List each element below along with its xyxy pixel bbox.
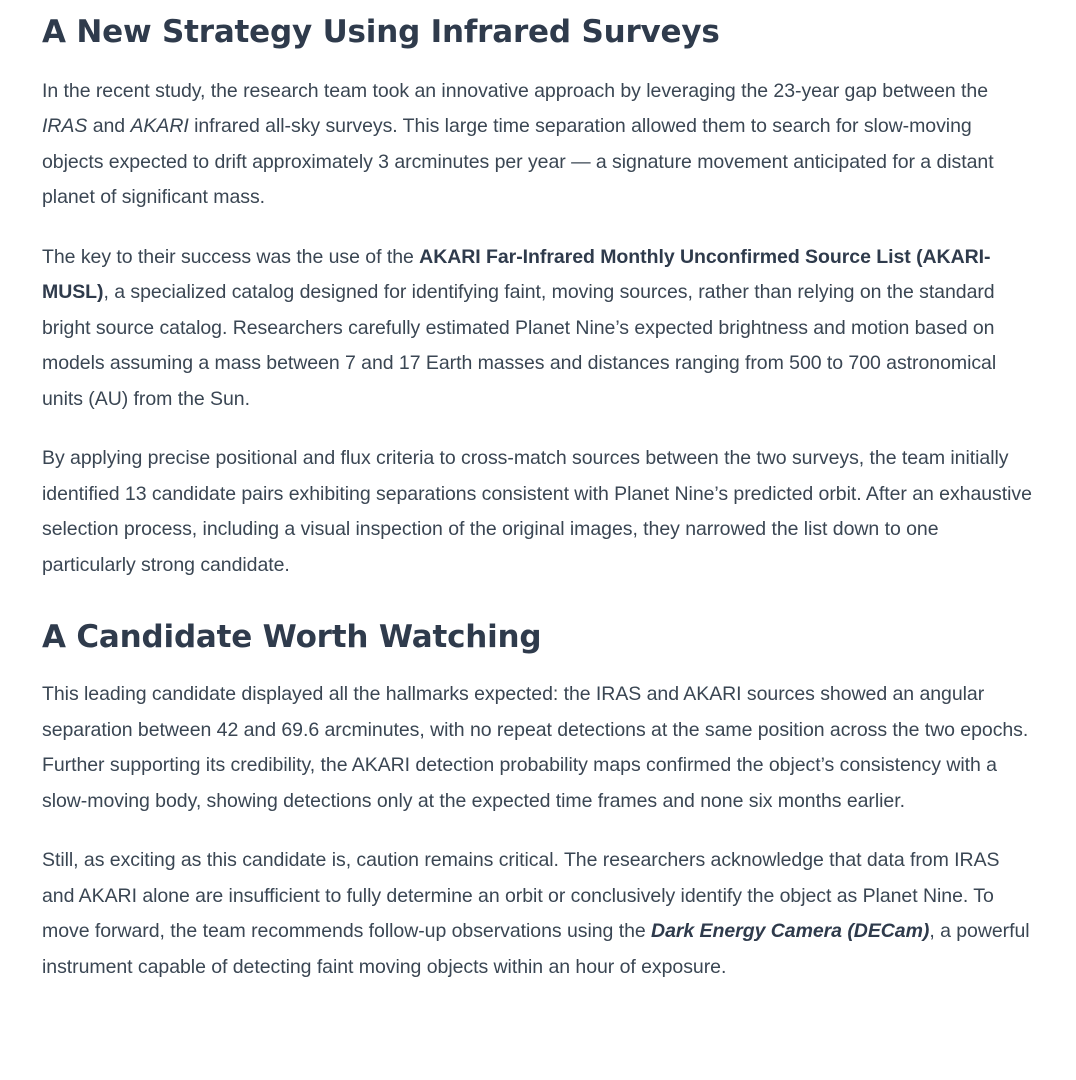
- paragraph-akari-musl-catalog: The key to their success was the use of the AKARI Far-Infrared Monthly Unconfirmed Source List (AKARI-MUSL), a specialized catalog designed for identifying faint, moving sources, rather than relying on the standard bright source catalog. Researchers carefully estimated Planet Nine’s expected brightness and motion based on models assuming a mass between 7 and 17 Earth masses and distances ranging from 500 to 700 astronomical units (AU) from the Sun.: [42, 245, 997, 410]
- paragraph-candidate-pairs: By applying precise positional and flux criteria to cross-match sources between the two surveys, the team initially identified 13 candidate pairs exhibiting separations consistent with Planet Nine’s predicted orbit. After an exhaustive selection process, including a visual inspection of the original images, they narrowed the list down to one particularly strong candidate.: [42, 447, 1032, 576]
- paragraph-caution-and-followup: Still, as exciting as this candidate is, caution remains critical. The researchers acknowledge that data from IRAS and AKARI alone are insufficient to fully determine an orbit or conclusively identify the object as Planet Nine. To move forward, the team recommends follow-up observations using the Dark Energy Camera (DECam), a powerful instrument capable of detecting faint moving objects within an hour of exposure.: [42, 849, 1030, 978]
- section-heading-infrared-surveys: A New Strategy Using Infrared Surveys: [42, 14, 720, 50]
- paragraph-infrared-approach: In the recent study, the research team took an innovative approach by leveraging the 23-year gap between the IRAS and AKARI infrared all-sky surveys. This large time separation allowed them to search for slow-moving objects expected to drift approximately 3 arcminutes per year — a signature movement anticipated for a distant planet of significant mass.: [42, 79, 994, 209]
- section-heading-candidate-worth-watching: A Candidate Worth Watching: [42, 619, 542, 656]
- paragraph-candidate-hallmarks: This leading candidate displayed all the hallmarks expected: the IRAS and AKARI sources showed an angular separation between 42 and 69.6 arcminutes, with no repeat detections at the same position across the two epochs. Further supporting its credibility, the AKARI detection probability maps confirmed the object’s consistency with a slow-moving body, showing detections only at the expected time frames and none six months earlier.: [42, 683, 1029, 812]
